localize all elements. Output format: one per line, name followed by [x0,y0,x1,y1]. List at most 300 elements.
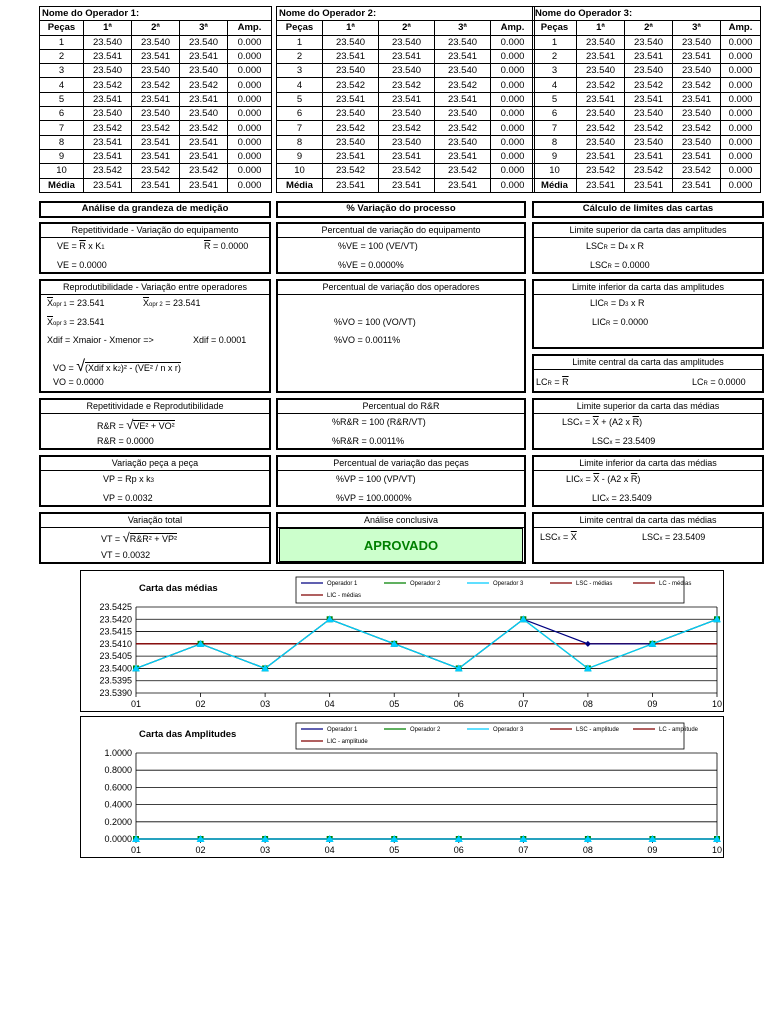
pvp-formula: %VP = 100 (VP/VT) [336,474,416,484]
x-tick-label: 10 [711,699,723,709]
x-opr1: $\overline{X}opr$ 1 = 23.541 [47,298,105,308]
x-tick-label: 02 [195,699,206,709]
lic-r-formula: LICR = D3 x R [590,298,645,308]
table-cell: 23.541 [435,149,491,163]
column-header: 2ª [379,21,435,35]
table-cell: 23.542 [379,121,435,135]
y-tick-label: 23.5425 [99,602,132,612]
average-cell: 23.541 [577,178,625,192]
table-cell: 0.000 [491,35,535,49]
column-header: 1ª [323,21,379,35]
table-cell: 23.541 [577,149,625,163]
table-cell: 3 [40,64,84,78]
table-cell: 23.540 [132,35,180,49]
table-cell: 23.540 [84,107,132,121]
table-cell: 23.541 [180,49,228,63]
table-cell: 23.540 [379,64,435,78]
table-cell: 23.540 [577,135,625,149]
y-tick-label: 23.5415 [99,626,132,637]
table-cell: 0.000 [491,135,535,149]
lc-r-formula: LCR = $\overline{R}$ [536,377,569,387]
lc-x-value: LSCx = 23.5409 [642,532,706,542]
prr-box [276,398,526,450]
prr-formula: %R&R = 100 (R&R/VT) [332,417,426,427]
table-cell: 23.540 [673,107,721,121]
table-row [533,49,761,63]
lsc-r-box [532,222,764,274]
table-row [40,49,272,63]
legend-label: LC - médias [659,581,692,587]
column-header: 2ª [132,21,180,35]
table-cell: 23.542 [132,78,180,92]
column-header: Amp. [721,21,761,35]
table-cell: 23.541 [84,92,132,106]
means-chart [80,570,724,712]
conclusion-title: Análise conclusiva [278,514,524,528]
x-tick-label: 03 [260,699,271,709]
lsc-x-title: Limite superior da carta das médias [534,400,762,414]
legend-label: LIC - amplitude [327,739,368,745]
table-cell: 4 [533,78,577,92]
rr-formula: R&R = √VE² + VO² [97,417,175,432]
y-tick-label: 23.5390 [99,688,132,698]
table-row [277,135,535,149]
table-cell: 7 [277,121,323,135]
reproducibility-title: Reprodutibilidade - Variação entre operadores [41,281,269,295]
average-cell: 23.541 [84,178,132,192]
table-cell: 23.542 [180,164,228,178]
table-row [277,49,535,63]
table-cell: 8 [277,135,323,149]
y-tick-label: 0.0000 [104,834,132,844]
table-cell: 23.541 [323,149,379,163]
lsc-r-title: Limite superior da carta das amplitudes [534,224,762,238]
legend-label: LC - amplitude [659,727,699,733]
table-cell: 0.000 [228,78,272,92]
xdif-formula: Xdif = Xmaior - Xmenor => [47,335,154,345]
y-tick-label: 1.0000 [104,748,132,758]
table-cell: 10 [277,164,323,178]
table-cell: 0.000 [721,135,761,149]
table-cell: 23.540 [673,35,721,49]
lsc-x-formula: LSCx = $\overline{X} + (A2$ x $\overline{R}$) [562,417,643,427]
vo-value: VO = 0.0000 [53,377,104,387]
table-cell: 23.541 [132,149,180,163]
table-row [533,121,761,135]
table-cell: 23.541 [673,92,721,106]
column-header: Peças [533,21,577,35]
table-cell: 23.541 [673,149,721,163]
table-row [277,164,535,178]
pve-formula: %VE = 100 (VE/VT) [338,241,418,251]
table-cell: 23.541 [577,49,625,63]
table-cell: 23.542 [84,78,132,92]
table-cell: 23.540 [379,107,435,121]
chart-legend [296,723,699,749]
table-cell: 23.540 [435,35,491,49]
table-cell: 0.000 [228,121,272,135]
column-header: 1ª [577,21,625,35]
table-cell: 23.542 [84,164,132,178]
table-cell: 23.542 [673,78,721,92]
table-cell: 23.540 [132,107,180,121]
average-cell: 0.000 [228,178,272,192]
table-cell: 0.000 [721,49,761,63]
y-tick-label: 23.5395 [99,675,132,686]
column-header: 1ª [84,21,132,35]
xdif-value: Xdif = 0.0001 [193,335,247,345]
table-cell: 23.541 [84,135,132,149]
table-cell: 3 [533,64,577,78]
lic-r-value: LICR = 0.0000 [592,317,649,327]
table-cell: 1 [277,35,323,49]
x-tick-label: 07 [518,845,529,855]
table-row [277,92,535,106]
table-cell: 23.541 [180,92,228,106]
table-cell: 23.541 [180,135,228,149]
table-cell: 23.542 [625,121,673,135]
operator-name-label: Nome do Operador 3: [533,7,761,21]
pvo-title: Percentual de variação dos operadores [278,281,524,295]
lic-x-box [532,455,764,507]
lic-x-formula: LICx = $\overline{X} - (A2$ x $\overline{R}$) [566,474,641,484]
pvp-title: Percentual de variação das peças [278,457,524,471]
table-cell: 0.000 [491,49,535,63]
table-cell: 23.542 [84,121,132,135]
conclusion-box [276,512,526,564]
repeatability-title: Repetitividade - Variação do equipamento [41,224,269,238]
table-cell: 23.542 [180,78,228,92]
header-process-variation: % Variação do processo [276,201,526,218]
table-cell: 23.540 [577,64,625,78]
vp-value: VP = 0.0032 [103,493,153,503]
operator-table-1 [39,6,272,193]
table-cell: 6 [533,107,577,121]
vo-formula: VO = √(Xdif x k2)² - (VE² / n x r) [53,358,181,375]
table-row [277,35,535,49]
table-cell: 1 [533,35,577,49]
table-cell: 23.542 [435,78,491,92]
x-opr3: $\overline{X}opr$ 3 = 23.541 [47,317,105,327]
table-cell: 0.000 [721,78,761,92]
operator-name-label: Nome do Operador 2: [277,7,535,21]
column-header: 3ª [435,21,491,35]
prr-title: Percentual do R&R [278,400,524,414]
legend-label: LSC - médias [576,581,613,587]
table-cell: 23.541 [132,49,180,63]
lc-x-box [532,512,764,564]
average-cell: 23.541 [132,178,180,192]
lc-r-box [532,354,764,393]
table-cell: 23.541 [132,92,180,106]
pvo-formula: %VO = 100 (VO/VT) [334,317,416,327]
ranges-chart-svg [81,717,723,857]
x-tick-label: 06 [453,699,464,709]
lsc-x-value: LSCx = 23.5409 [592,436,656,446]
table-cell: 23.541 [379,92,435,106]
table-cell: 9 [533,149,577,163]
table-cell: 2 [40,49,84,63]
average-cell: Média [277,178,323,192]
pvo-box [276,279,526,393]
vt-title: Variação total [41,514,269,528]
table-cell: 8 [533,135,577,149]
table-cell: 2 [277,49,323,63]
lic-x-value: LICx = 23.5409 [592,493,652,503]
table-cell: 0.000 [721,35,761,49]
average-cell: 23.541 [323,178,379,192]
table-row [277,107,535,121]
table-cell: 23.542 [577,164,625,178]
table-cell: 23.542 [132,164,180,178]
table-cell: 23.540 [323,64,379,78]
table-cell: 23.540 [379,35,435,49]
table-cell: 0.000 [228,35,272,49]
y-tick-label: 23.5405 [99,651,132,662]
x-tick-label: 03 [260,845,271,855]
table-cell: 0.000 [228,64,272,78]
x-tick-label: 04 [324,699,335,709]
y-tick-label: 23.5400 [99,663,132,674]
table-cell: 6 [40,107,84,121]
table-row [277,64,535,78]
table-cell: 0.000 [491,121,535,135]
table-cell: 23.541 [577,92,625,106]
table-cell: 23.542 [435,121,491,135]
table-cell: 0.000 [491,107,535,121]
y-tick-label: 0.2000 [104,816,132,827]
table-cell: 23.541 [84,149,132,163]
table-cell: 23.542 [625,164,673,178]
rr-box [39,398,271,450]
table-cell: 23.542 [673,164,721,178]
table-cell: 23.540 [435,107,491,121]
data-point [585,641,591,647]
table-cell: 23.542 [379,78,435,92]
table-cell: 0.000 [491,92,535,106]
table-cell: 23.541 [625,49,673,63]
table-cell: 6 [277,107,323,121]
operator-table-2 [276,6,535,193]
table-cell: 23.540 [323,135,379,149]
y-tick-label: 23.5420 [99,614,132,625]
conclusion-result: APROVADO [279,528,523,562]
table-cell: 23.540 [625,135,673,149]
legend-label: Operador 3 [493,581,524,587]
average-cell: 0.000 [721,178,761,192]
average-cell: 23.541 [435,178,491,192]
table-row [40,107,272,121]
operator-name-label: Nome do Operador 1: [40,7,272,21]
lic-r-box [532,279,764,349]
table-row [40,135,272,149]
table-cell: 4 [40,78,84,92]
vp-formula: VP = Rp x k3 [103,474,154,484]
chart-title: Carta das Amplitudes [139,729,237,740]
lc-x-formula: LSCx = $\overline{X}$ [540,532,577,542]
x-tick-label: 09 [647,699,658,709]
table-row [40,164,272,178]
table-cell: 23.540 [84,64,132,78]
lc-r-title: Limite central da carta das amplitudes [534,356,762,370]
table-cell: 23.541 [625,149,673,163]
lsc-r-formula: LSCR = D4 x R [586,241,644,251]
legend-label: Operador 2 [410,727,441,733]
ve-value: VE = 0.0000 [57,260,107,270]
vp-title: Variação peça a peça [41,457,269,471]
rr-value: R&R = 0.0000 [97,436,154,446]
average-row [40,178,272,192]
table-cell: 0.000 [721,92,761,106]
table-cell: 23.542 [625,78,673,92]
table-cell: 23.542 [323,121,379,135]
table-cell: 23.540 [625,107,673,121]
means-chart-svg [81,571,723,711]
column-header: 3ª [180,21,228,35]
pve-value: %VE = 0.0000% [338,260,404,270]
table-row [277,121,535,135]
table-cell: 23.541 [435,92,491,106]
header-chart-limits: Cálculo de limites das cartas [532,201,764,218]
column-header: Peças [277,21,323,35]
legend-label: LIC - médias [327,593,362,599]
table-cell: 23.542 [673,121,721,135]
table-row [533,164,761,178]
table-cell: 23.540 [180,35,228,49]
column-header: 3ª [673,21,721,35]
vt-formula: VT = √R&R² + VP² [101,530,178,545]
table-cell: 2 [533,49,577,63]
lic-r-title: Limite inferior da carta das amplitudes [534,281,762,295]
table-cell: 23.540 [84,35,132,49]
table-cell: 23.540 [180,64,228,78]
table-cell: 23.542 [435,164,491,178]
table-cell: 5 [533,92,577,106]
ranges-chart [80,716,724,858]
x-tick-label: 10 [711,845,723,855]
table-cell: 7 [40,121,84,135]
table-cell: 23.540 [435,135,491,149]
x-tick-label: 06 [453,845,464,855]
vt-value: VT = 0.0032 [101,550,151,560]
average-row [533,178,761,192]
table-cell: 5 [277,92,323,106]
table-cell: 23.540 [673,64,721,78]
column-header: Peças [40,21,84,35]
table-cell: 23.541 [435,49,491,63]
table-cell: 0.000 [721,64,761,78]
pve-box [276,222,526,274]
x-tick-label: 07 [518,699,529,709]
vp-box [39,455,271,507]
x-tick-label: 05 [389,845,400,855]
table-cell: 23.541 [323,92,379,106]
prr-value: %R&R = 0.0011% [332,436,405,446]
column-header: Amp. [491,21,535,35]
table-cell: 23.541 [379,149,435,163]
ve-formula: VE = $\overline{R}$ x K1 [57,241,105,251]
table-cell: 23.542 [132,121,180,135]
rr-title: Repetitividade e Reprodutibilidade [41,400,269,414]
table-cell: 10 [533,164,577,178]
average-cell: Média [40,178,84,192]
header-analysis: Análise da grandeza de medição [39,201,271,218]
table-cell: 23.540 [323,107,379,121]
table-cell: 23.541 [673,49,721,63]
table-cell: 5 [40,92,84,106]
y-tick-label: 0.6000 [104,782,132,793]
table-row [533,64,761,78]
table-row [533,92,761,106]
repeatability-box [39,222,271,274]
r-bar-value: $\overline{R} = 0.0000$ [204,241,249,251]
lsc-x-box [532,398,764,450]
y-tick-label: 0.8000 [104,765,132,776]
legend-label: Operador 1 [327,727,358,733]
table-cell: 7 [533,121,577,135]
table-cell: 23.542 [180,121,228,135]
average-row [277,178,535,192]
table-row [40,35,272,49]
table-row [533,35,761,49]
pvo-value: %VO = 0.0011% [334,335,401,345]
average-cell: 23.541 [180,178,228,192]
table-cell: 0.000 [491,149,535,163]
table-row [277,149,535,163]
legend-label: LSC - amplitude [576,727,620,733]
table-cell: 23.540 [577,107,625,121]
table-cell: 0.000 [721,107,761,121]
lc-x-title: Limite central da carta das médias [534,514,762,528]
chart-legend [296,577,691,603]
table-cell: 0.000 [721,149,761,163]
table-cell: 23.540 [673,135,721,149]
table-cell: 23.542 [323,78,379,92]
table-cell: 8 [40,135,84,149]
average-cell: 23.541 [379,178,435,192]
x-opr2: $\overline{X}opr$ 2 = 23.541 [143,298,201,308]
table-cell: 0.000 [228,135,272,149]
table-cell: 0.000 [491,64,535,78]
column-header: 2ª [625,21,673,35]
table-cell: 23.540 [435,64,491,78]
x-tick-label: 08 [582,699,593,709]
table-row [277,78,535,92]
average-cell: 23.541 [673,178,721,192]
x-tick-label: 01 [130,699,142,709]
table-cell: 0.000 [228,92,272,106]
table-cell: 23.541 [379,49,435,63]
table-cell: 23.541 [132,135,180,149]
table-cell: 9 [277,149,323,163]
x-tick-label: 04 [324,845,335,855]
y-tick-label: 23.5410 [99,638,132,649]
x-tick-label: 02 [195,845,206,855]
table-row [40,78,272,92]
table-cell: 23.542 [379,164,435,178]
x-tick-label: 08 [582,845,593,855]
x-tick-label: 05 [389,699,400,709]
table-row [533,135,761,149]
table-cell: 0.000 [228,107,272,121]
table-cell: 23.541 [323,49,379,63]
table-cell: 0.000 [228,164,272,178]
average-cell: 23.541 [625,178,673,192]
operator-table-3 [532,6,761,193]
table-cell: 23.540 [379,135,435,149]
legend-label: Operador 2 [410,581,441,587]
table-cell: 4 [277,78,323,92]
